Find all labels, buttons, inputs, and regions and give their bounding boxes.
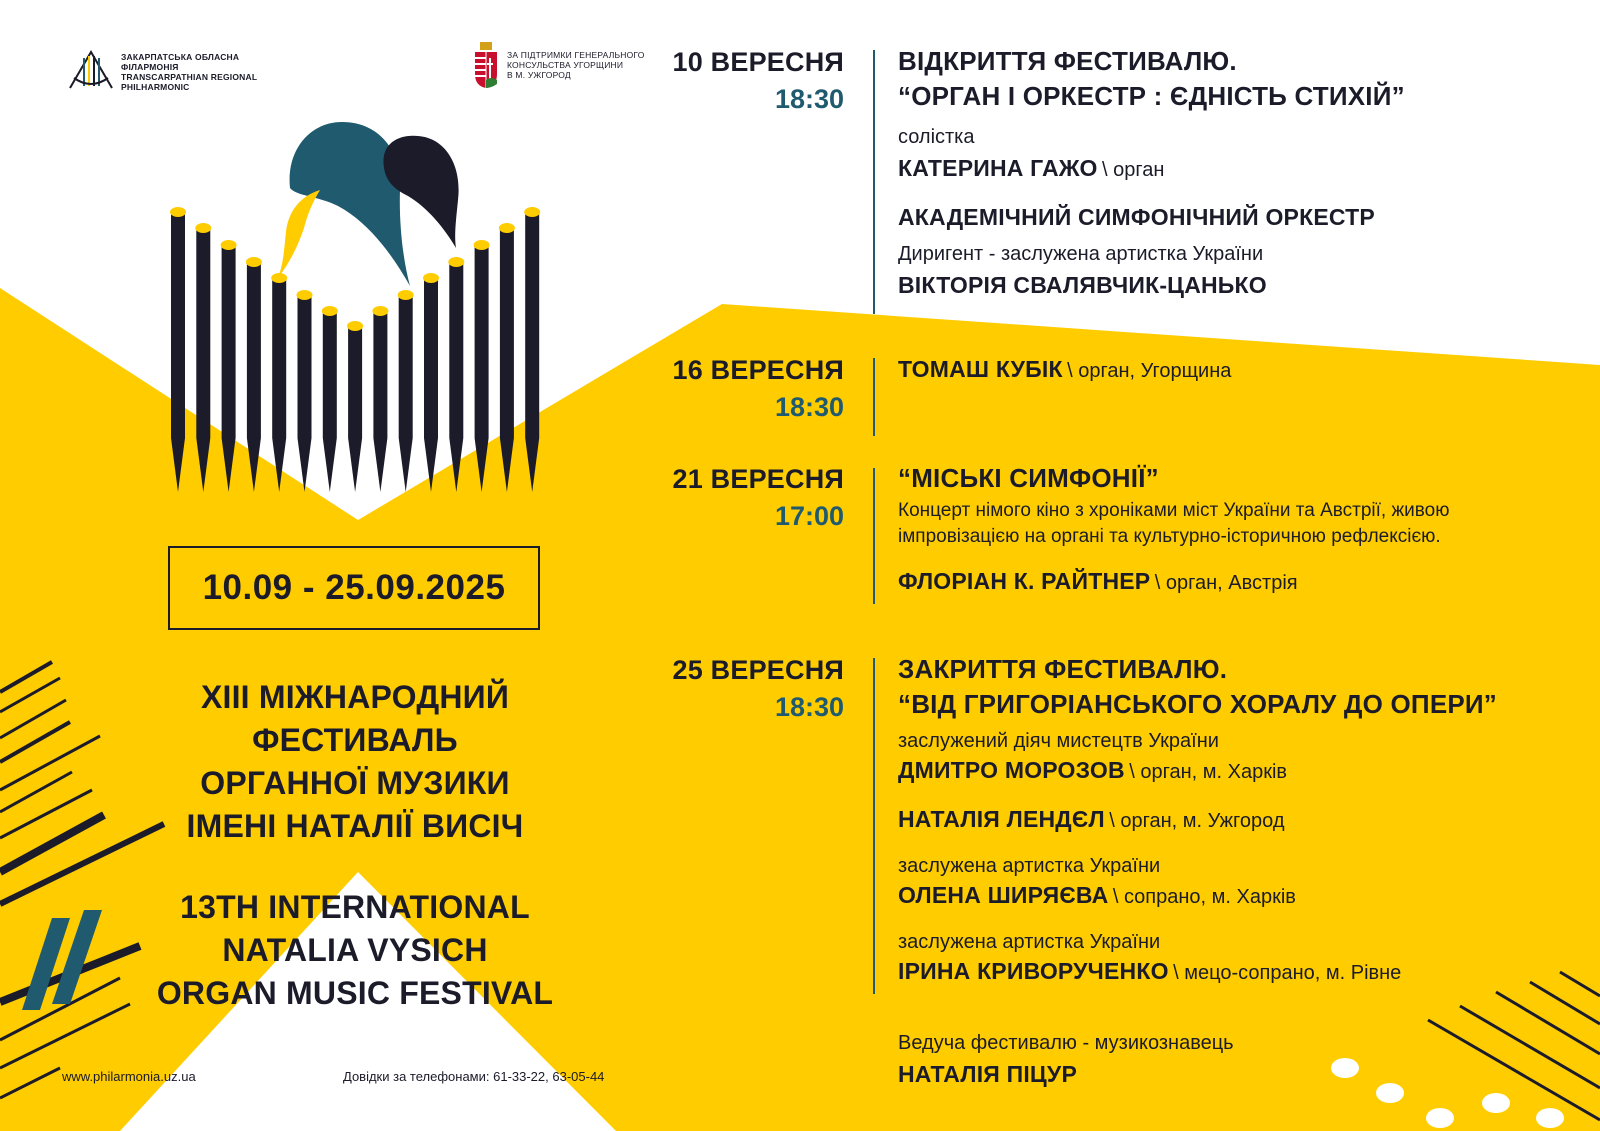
soloist-line bbox=[898, 155, 1588, 184]
organ-pipe-top bbox=[271, 273, 287, 283]
event-date-block bbox=[673, 44, 844, 118]
organ-pipe-top bbox=[170, 207, 186, 217]
title-line: ОРГАННОЇ МУЗИКИ bbox=[200, 765, 510, 801]
performer-line bbox=[898, 757, 1588, 786]
title-line: NATALIA VYSICH bbox=[222, 932, 488, 968]
festival-dates: 10.09 - 25.09.2025 bbox=[202, 568, 506, 607]
event-details bbox=[898, 44, 1588, 299]
organ-pipe-top bbox=[322, 306, 338, 316]
philharmonic-lyre-icon bbox=[64, 48, 118, 92]
event-title: “МІСЬКІ СИМФОНІЇ” bbox=[898, 463, 1159, 493]
event-date: 10 ВЕРЕСНЯ bbox=[672, 47, 844, 77]
event-title: “ОРГАН І ОРКЕСТР : ЄДНІСТЬ СТИХІЙ” bbox=[898, 81, 1405, 111]
organ-pipe-top bbox=[372, 306, 388, 316]
event-time: 17:00 bbox=[774, 501, 844, 531]
consulate-line: КОНСУЛЬСТВА УГОРЩИНИ bbox=[507, 60, 624, 70]
performer-role: \ мецо-сопрано, м. Рівне bbox=[1173, 962, 1402, 984]
title-line: ORGAN MUSIC FESTIVAL bbox=[156, 975, 554, 1011]
organ-pipe bbox=[399, 295, 413, 492]
event-details bbox=[898, 652, 1588, 987]
event-divider bbox=[873, 658, 875, 994]
host-label: Ведуча фестивалю - музикознавець bbox=[898, 1032, 1234, 1054]
event-divider bbox=[873, 468, 875, 604]
performer-name: ОЛЕНА ШИРЯЄВА bbox=[898, 882, 1109, 908]
organ-pipe-top bbox=[499, 223, 515, 233]
event-time: 18:30 bbox=[774, 84, 844, 114]
organ-pipe-top bbox=[221, 240, 237, 250]
organ-pipe-top bbox=[524, 207, 540, 217]
organ-pipe-top bbox=[474, 240, 490, 250]
organ-pipe-top bbox=[423, 273, 439, 283]
organ-pipe-top bbox=[297, 290, 313, 300]
performer-label: заслужена артистка України bbox=[898, 855, 1161, 877]
performer-name: ФЛОРІАН К. РАЙТНЕР bbox=[898, 568, 1151, 594]
performer-label: заслужений діяч мистецтв України bbox=[898, 730, 1219, 752]
festival-title-ua bbox=[140, 676, 570, 848]
event-date: 25 ВЕРЕСНЯ bbox=[672, 655, 844, 685]
logo-line: PHILHARMONIC bbox=[121, 82, 190, 92]
host-name: НАТАЛІЯ ПІЦУР bbox=[898, 1061, 1077, 1087]
event-date: 21 ВЕРЕСНЯ bbox=[672, 464, 844, 494]
event-date-block bbox=[673, 352, 844, 426]
organ-pipe bbox=[272, 278, 286, 492]
organ-pipe bbox=[500, 228, 514, 492]
hungary-coat-of-arms-icon bbox=[473, 40, 499, 90]
performer-line bbox=[898, 882, 1588, 911]
festival-host bbox=[898, 1030, 1588, 1088]
logo-line: ФІЛАРМОНІЯ bbox=[121, 62, 179, 72]
performer-line bbox=[898, 568, 1588, 597]
event-details bbox=[898, 461, 1588, 597]
conductor-name: ВІКТОРІЯ СВАЛЯВЧИК-ЦАНЬКО bbox=[898, 272, 1267, 298]
event-description: Концерт німого кіно з хроніками міст України та Австрії, живою bbox=[898, 500, 1450, 521]
title-line: 13TH INTERNATIONAL bbox=[180, 889, 530, 925]
event-title: ВІДКРИТТЯ ФЕСТИВАЛЮ. bbox=[898, 46, 1237, 76]
performer-line bbox=[898, 806, 1588, 835]
performer-role: \ сопрано, м. Харків bbox=[1112, 886, 1296, 908]
soloist-label: солістка bbox=[898, 126, 975, 148]
event-divider bbox=[873, 50, 875, 314]
organ-pipe-top bbox=[347, 321, 363, 331]
event-divider bbox=[873, 358, 875, 436]
performer-name: ТОМАШ КУБІК bbox=[898, 356, 1063, 382]
consulate-line: В М. УЖГОРОД bbox=[507, 70, 571, 80]
performer-line bbox=[898, 958, 1588, 987]
organ-pipe-top bbox=[195, 223, 211, 233]
organ-pipe bbox=[323, 311, 337, 492]
performer-name: НАТАЛІЯ ЛЕНДЄЛ bbox=[898, 806, 1105, 832]
event-title: “ВІД ГРИГОРІАНСЬКОГО ХОРАЛУ ДО ОПЕРИ” bbox=[898, 689, 1497, 719]
event-date-block bbox=[673, 652, 844, 726]
consulate-line: ЗА ПІДТРИМКИ ГЕНЕРАЛЬНОГО bbox=[507, 50, 645, 60]
event-description: імпровізацією на органі та культурно-історичною рефлексією. bbox=[898, 526, 1441, 547]
festival-dates-box bbox=[168, 546, 540, 630]
organ-pipe-top bbox=[398, 290, 414, 300]
organ-pipe-top bbox=[448, 257, 464, 267]
philharmonic-logo-text bbox=[121, 52, 257, 92]
performer-name: ІРИНА КРИВОРУЧЕНКО bbox=[898, 958, 1169, 984]
performer-name: ДМИТРО МОРОЗОВ bbox=[898, 757, 1125, 783]
performer-role: \ орган bbox=[1102, 159, 1165, 181]
organ-pipe bbox=[424, 278, 438, 492]
organ-pipe bbox=[171, 212, 185, 492]
festival-title-en bbox=[140, 886, 570, 1015]
event-date: 16 ВЕРЕСНЯ bbox=[672, 355, 844, 385]
logo-line: ЗАКАРПАТСЬКА ОБЛАСНА bbox=[121, 52, 240, 62]
event-details bbox=[898, 356, 1588, 385]
event-time: 18:30 bbox=[774, 692, 844, 722]
organ-pipe bbox=[449, 262, 463, 492]
conductor-label: Диригент - заслужена артистка України bbox=[898, 243, 1264, 265]
organ-pipe bbox=[298, 295, 312, 492]
organ-pipe-top bbox=[246, 257, 262, 267]
organ-pipes-illustration bbox=[170, 207, 540, 492]
performer-role: \ орган, Угорщина bbox=[1067, 360, 1232, 382]
performer-role: \ орган, Австрія bbox=[1154, 572, 1298, 594]
performer-label: заслужена артистка України bbox=[898, 931, 1161, 953]
title-line: ІМЕНІ НАТАЛІЇ ВИСІЧ bbox=[186, 808, 524, 844]
organ-pipe bbox=[348, 326, 362, 492]
event-title: ЗАКРИТТЯ ФЕСТИВАЛЮ. bbox=[898, 654, 1228, 684]
organ-pipe bbox=[196, 228, 210, 492]
yellow-note-shape bbox=[278, 190, 320, 278]
consulate-support-text bbox=[507, 50, 645, 80]
performer-role: \ орган, м. Ужгород bbox=[1109, 810, 1285, 832]
title-line: XIII МІЖНАРОДНИЙ bbox=[200, 679, 510, 715]
logo-line: TRANSCARPATHIAN REGIONAL bbox=[121, 72, 258, 82]
title-line: ФЕСТИВАЛЬ bbox=[252, 722, 458, 758]
performer-role: \ орган, м. Харків bbox=[1129, 761, 1288, 783]
orchestra-name: АКАДЕМІЧНИЙ СИМФОНІЧНИЙ ОРКЕСТР bbox=[898, 204, 1375, 230]
website-link[interactable]: www.philarmonia.uz.ua bbox=[62, 1069, 196, 1084]
organ-pipe bbox=[525, 212, 539, 492]
performer-name: КАТЕРИНА ГАЖО bbox=[898, 155, 1098, 181]
organ-pipe bbox=[373, 311, 387, 492]
phone-info: Довідки за телефонами: 61-33-22, 63-05-44 bbox=[343, 1069, 605, 1084]
event-date-block bbox=[673, 461, 844, 535]
event-time: 18:30 bbox=[774, 392, 844, 422]
